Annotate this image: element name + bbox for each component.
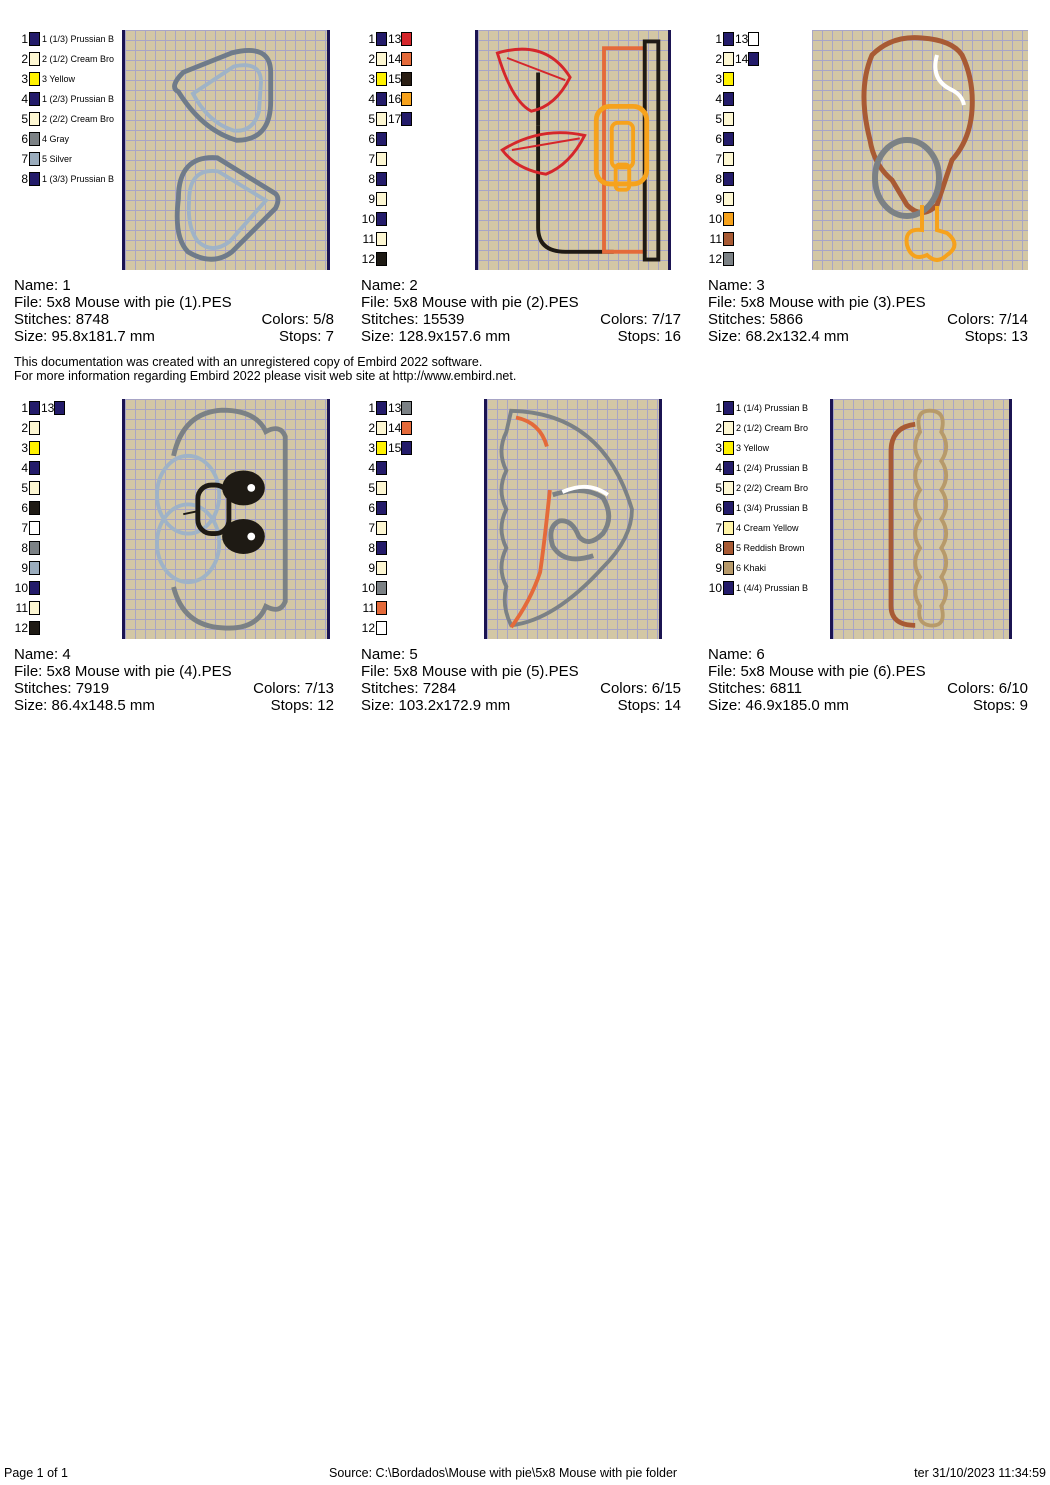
page-number: Page 1 of 1 (4, 1466, 68, 1480)
thread-swatch (723, 501, 734, 515)
thread-label: 1 (3/3) Prussian B (42, 174, 115, 184)
thread-swatch (29, 581, 40, 595)
thread-number: 12 (14, 621, 28, 635)
thread-label: 1 (1/4) Prussian B (736, 403, 809, 413)
thread-swatch (29, 521, 40, 535)
thread-swatch (748, 52, 759, 66)
thread-row (361, 560, 387, 576)
thread-swatch (376, 521, 387, 535)
thread-swatch (376, 172, 387, 186)
thread-swatch (29, 32, 40, 46)
thread-swatch (376, 52, 387, 66)
design-name: Name: 6 (708, 646, 765, 663)
design-artwork (812, 30, 1028, 270)
thread-row (14, 151, 72, 167)
thread-swatch (748, 32, 759, 46)
thread-number: 8 (21, 541, 28, 555)
thread-label: 1 (3/4) Prussian B (736, 503, 809, 513)
thread-number: 11 (362, 601, 375, 615)
thread-number: 15 (388, 441, 402, 455)
thread-swatch (29, 541, 40, 555)
thread-swatch (723, 192, 734, 206)
thread-number: 5 (368, 112, 375, 126)
thread-row (708, 500, 808, 516)
thread-number: 3 (715, 72, 722, 86)
thread-number: 3 (368, 441, 375, 455)
thread-row (14, 560, 40, 576)
thread-label: 1 (4/4) Prussian B (736, 583, 809, 593)
thread-row (14, 460, 40, 476)
thread-row (361, 111, 412, 127)
thread-swatch (376, 32, 387, 46)
thread-number: 13 (41, 401, 55, 415)
design-stitches: Stitches: 7284 (361, 680, 457, 697)
design-stops: Stops: 9 (972, 697, 1028, 714)
thread-number: 10 (361, 212, 375, 226)
thread-label: 6 Khaki (736, 563, 767, 573)
thread-swatch (29, 92, 40, 106)
thread-swatch (54, 401, 65, 415)
thread-row (361, 580, 387, 596)
thread-number: 3 (368, 72, 375, 86)
design-preview[interactable] (122, 399, 330, 639)
thread-row (361, 540, 387, 556)
thread-number: 14 (388, 52, 402, 66)
thread-label: 2 (1/2) Cream Bro (736, 423, 809, 433)
thread-swatch (723, 212, 734, 226)
thread-swatch (723, 401, 734, 415)
thread-swatch (376, 112, 387, 126)
thread-swatch (723, 232, 734, 246)
design-info (361, 277, 681, 345)
thread-row (361, 440, 412, 456)
thread-swatch (723, 461, 734, 475)
thread-row (708, 231, 734, 247)
design-preview[interactable] (812, 30, 1028, 270)
thread-label: 5 Silver (42, 154, 73, 164)
thread-swatch (29, 601, 40, 615)
thread-row (708, 540, 805, 556)
thread-swatch (376, 581, 387, 595)
thread-swatch (723, 421, 734, 435)
thread-number: 11 (362, 232, 375, 246)
design-stitches: Stitches: 15539 (361, 311, 465, 328)
thread-number: 8 (715, 541, 722, 555)
thread-number: 7 (368, 521, 375, 535)
thread-number: 7 (368, 152, 375, 166)
thread-swatch (376, 401, 387, 415)
design-stitches: Stitches: 5866 (708, 311, 804, 328)
thread-swatch (376, 132, 387, 146)
thread-number: 3 (715, 441, 722, 455)
thread-row (14, 440, 40, 456)
design-file: File: 5x8 Mouse with pie (2).PES (361, 294, 579, 311)
thread-swatch (723, 521, 734, 535)
thread-swatch (376, 72, 387, 86)
thread-number: 8 (368, 172, 375, 186)
thread-number: 10 (361, 581, 375, 595)
thread-row (361, 231, 387, 247)
thread-number: 9 (21, 561, 28, 575)
design-size: Size: 86.4x148.5 mm (14, 697, 155, 714)
thread-row (361, 51, 412, 67)
thread-row (14, 91, 114, 107)
design-file: File: 5x8 Mouse with pie (5).PES (361, 663, 579, 680)
thread-number: 5 (21, 481, 28, 495)
thread-swatch (376, 421, 387, 435)
thread-number: 1 (715, 32, 722, 46)
thread-swatch (29, 52, 40, 66)
thread-row (708, 251, 734, 267)
design-name: Name: 4 (14, 646, 71, 663)
thread-row (14, 420, 40, 436)
thread-swatch (723, 92, 734, 106)
thread-swatch (401, 401, 412, 415)
thread-number: 1 (368, 32, 375, 46)
thread-swatch (29, 481, 40, 495)
design-stops: Stops: 7 (278, 328, 334, 345)
thread-row (708, 171, 734, 187)
thread-number: 10 (708, 212, 722, 226)
thread-number: 7 (715, 152, 722, 166)
design-artwork (833, 399, 1009, 639)
thread-swatch (376, 192, 387, 206)
design-stitches: Stitches: 7919 (14, 680, 110, 697)
design-colors: Colors: 7/17 (600, 311, 681, 328)
thread-row (361, 620, 387, 636)
thread-row (361, 520, 387, 536)
thread-swatch (723, 132, 734, 146)
design-size: Size: 68.2x132.4 mm (708, 328, 849, 345)
thread-number: 5 (21, 112, 28, 126)
design-info (708, 277, 1028, 345)
thread-number: 13 (735, 32, 749, 46)
thread-row (14, 480, 40, 496)
thread-row (14, 31, 114, 47)
thread-swatch (723, 72, 734, 86)
thread-number: 12 (361, 252, 375, 266)
thread-label: 4 Cream Yellow (736, 523, 799, 533)
design-artwork (478, 30, 668, 270)
thread-swatch (376, 541, 387, 555)
thread-swatch (376, 252, 387, 266)
thread-number: 8 (715, 172, 722, 186)
thread-row (14, 620, 40, 636)
thread-number: 4 (715, 461, 722, 475)
thread-number: 6 (21, 132, 28, 146)
design-info (14, 646, 334, 714)
thread-swatch (723, 541, 734, 555)
thread-row (361, 400, 412, 416)
thread-row (14, 51, 114, 67)
design-stops: Stops: 13 (964, 328, 1028, 345)
design-info (708, 646, 1028, 714)
thread-swatch (401, 421, 412, 435)
design-colors: Colors: 5/8 (261, 311, 334, 328)
thread-row (361, 211, 387, 227)
thread-swatch (29, 441, 40, 455)
thread-swatch (376, 212, 387, 226)
thread-row (361, 151, 387, 167)
design-name: Name: 3 (708, 277, 765, 294)
thread-row (708, 211, 734, 227)
thread-swatch (376, 561, 387, 575)
thread-row (361, 31, 412, 47)
design-colors: Colors: 7/13 (253, 680, 334, 697)
thread-number: 17 (388, 112, 402, 126)
thread-number: 6 (715, 132, 722, 146)
thread-row (361, 600, 387, 616)
thread-number: 1 (21, 32, 28, 46)
thread-row (708, 460, 808, 476)
thread-swatch (376, 232, 387, 246)
thread-number: 13 (388, 401, 402, 415)
design-preview[interactable] (830, 399, 1012, 639)
thread-swatch (376, 441, 387, 455)
thread-row (14, 520, 40, 536)
thread-label: 1 (2/3) Prussian B (42, 94, 115, 104)
design-preview[interactable] (475, 30, 671, 270)
thread-swatch (29, 461, 40, 475)
thread-row (14, 540, 40, 556)
design-stitches: Stitches: 6811 (708, 680, 802, 697)
thread-number: 12 (361, 621, 375, 635)
thread-number: 3 (21, 441, 28, 455)
thread-swatch (29, 172, 40, 186)
design-info (14, 277, 334, 345)
design-info (361, 646, 681, 714)
thread-number: 15 (388, 72, 402, 86)
thread-row (361, 251, 387, 267)
thread-row (708, 51, 759, 67)
thread-number: 11 (15, 601, 28, 615)
thread-swatch (401, 52, 412, 66)
thread-swatch (723, 581, 734, 595)
thread-number: 2 (21, 421, 28, 435)
thread-swatch (723, 481, 734, 495)
thread-number: 6 (368, 132, 375, 146)
thread-number: 9 (715, 561, 722, 575)
thread-row (361, 71, 412, 87)
design-stops: Stops: 12 (270, 697, 334, 714)
thread-row (361, 500, 387, 516)
thread-number: 4 (368, 461, 375, 475)
thread-swatch (723, 152, 734, 166)
design-colors: Colors: 6/10 (947, 680, 1028, 697)
design-name: Name: 5 (361, 646, 418, 663)
thread-number: 4 (21, 461, 28, 475)
design-colors: Colors: 7/14 (947, 311, 1028, 328)
thread-swatch (723, 441, 734, 455)
thread-number: 7 (715, 521, 722, 535)
thread-row (14, 71, 75, 87)
thread-row (14, 400, 65, 416)
design-size: Size: 46.9x185.0 mm (708, 697, 849, 714)
thread-label: 2 (1/2) Cream Bro (42, 54, 115, 64)
thread-row (708, 520, 799, 536)
thread-swatch (29, 152, 40, 166)
thread-number: 6 (21, 501, 28, 515)
thread-swatch (723, 52, 734, 66)
thread-row (14, 600, 40, 616)
thread-label: 1 (2/4) Prussian B (736, 463, 809, 473)
thread-label: 1 (1/3) Prussian B (42, 34, 115, 44)
design-artwork (125, 30, 327, 270)
source-path: Source: C:\Bordados\Mouse with pie\5x8 Mouse with pie folder (329, 1466, 678, 1480)
thread-swatch (401, 32, 412, 46)
thread-number: 2 (21, 52, 28, 66)
thread-swatch (723, 112, 734, 126)
thread-row (14, 500, 40, 516)
thread-swatch (376, 601, 387, 615)
thread-number: 7 (21, 521, 28, 535)
thread-label: 3 Yellow (736, 443, 770, 453)
design-artwork (487, 399, 659, 639)
thread-swatch (401, 92, 412, 106)
thread-number: 9 (715, 192, 722, 206)
thread-number: 14 (735, 52, 749, 66)
thread-swatch (29, 112, 40, 126)
thread-swatch (29, 501, 40, 515)
thread-row (361, 460, 387, 476)
thread-swatch (376, 92, 387, 106)
thread-row (361, 171, 387, 187)
design-file: File: 5x8 Mouse with pie (6).PES (708, 663, 926, 680)
thread-row (708, 111, 734, 127)
thread-row (708, 560, 766, 576)
thread-number: 2 (715, 421, 722, 435)
thread-swatch (29, 621, 40, 635)
thread-row (361, 131, 387, 147)
thread-row (708, 91, 734, 107)
thread-number: 11 (709, 232, 722, 246)
design-preview[interactable] (484, 399, 662, 639)
unregistered-notice (14, 355, 516, 383)
thread-row (708, 131, 734, 147)
thread-row (708, 580, 808, 596)
design-preview[interactable] (122, 30, 330, 270)
thread-number: 4 (21, 92, 28, 106)
design-file: File: 5x8 Mouse with pie (1).PES (14, 294, 232, 311)
thread-number: 2 (368, 421, 375, 435)
thread-swatch (29, 72, 40, 86)
design-file: File: 5x8 Mouse with pie (3).PES (708, 294, 926, 311)
thread-swatch (723, 32, 734, 46)
thread-label: 2 (2/2) Cream Bro (736, 483, 809, 493)
thread-swatch (376, 501, 387, 515)
thread-row (708, 440, 769, 456)
thread-number: 5 (715, 112, 722, 126)
thread-row (361, 91, 412, 107)
thread-row (14, 171, 114, 187)
notice-line-1: This documentation was created with an unregistered copy of Embird 2022 software. (14, 355, 483, 369)
thread-swatch (401, 72, 412, 86)
design-file: File: 5x8 Mouse with pie (4).PES (14, 663, 232, 680)
thread-number: 8 (21, 172, 28, 186)
thread-number: 6 (715, 501, 722, 515)
thread-row (708, 71, 734, 87)
design-name: Name: 2 (361, 277, 418, 294)
thread-label: 3 Yellow (42, 74, 76, 84)
thread-row (14, 111, 114, 127)
thread-swatch (376, 152, 387, 166)
thread-swatch (723, 252, 734, 266)
design-size: Size: 103.2x172.9 mm (361, 697, 511, 714)
thread-row (708, 151, 734, 167)
thread-number: 5 (715, 481, 722, 495)
thread-number: 2 (368, 52, 375, 66)
thread-number: 1 (368, 401, 375, 415)
thread-number: 1 (715, 401, 722, 415)
thread-row (708, 31, 759, 47)
thread-row (361, 480, 387, 496)
thread-number: 7 (21, 152, 28, 166)
thread-row (361, 191, 387, 207)
thread-label: 2 (2/2) Cream Bro (42, 114, 115, 124)
thread-number: 8 (368, 541, 375, 555)
thread-number: 16 (388, 92, 402, 106)
thread-number: 9 (368, 561, 375, 575)
design-colors: Colors: 6/15 (600, 680, 681, 697)
thread-row (708, 420, 808, 436)
thread-swatch (376, 621, 387, 635)
thread-number: 14 (388, 421, 402, 435)
thread-number: 10 (708, 581, 722, 595)
design-stitches: Stitches: 8748 (14, 311, 110, 328)
design-artwork (125, 399, 327, 639)
print-datetime: ter 31/10/2023 11:34:59 (914, 1466, 1046, 1480)
thread-label: 4 Gray (42, 134, 70, 144)
thread-row (708, 480, 808, 496)
thread-number: 9 (368, 192, 375, 206)
thread-number: 3 (21, 72, 28, 86)
thread-swatch (376, 481, 387, 495)
thread-row (708, 191, 734, 207)
thread-swatch (401, 112, 412, 126)
thread-swatch (723, 172, 734, 186)
thread-number: 4 (715, 92, 722, 106)
thread-number: 4 (368, 92, 375, 106)
design-size: Size: 95.8x181.7 mm (14, 328, 155, 345)
thread-row (14, 580, 40, 596)
thread-label: 5 Reddish Brown (736, 543, 805, 553)
thread-row (361, 420, 412, 436)
thread-swatch (401, 441, 412, 455)
thread-swatch (29, 132, 40, 146)
thread-swatch (376, 461, 387, 475)
notice-line-2: For more information regarding Embird 2022 please visit web site at http://www.embird.net. (14, 369, 517, 383)
thread-number: 12 (708, 252, 722, 266)
design-stops: Stops: 14 (617, 697, 681, 714)
thread-number: 6 (368, 501, 375, 515)
design-name: Name: 1 (14, 277, 71, 294)
thread-row (708, 400, 808, 416)
thread-number: 2 (715, 52, 722, 66)
thread-swatch (723, 561, 734, 575)
thread-number: 1 (21, 401, 28, 415)
thread-row (14, 131, 69, 147)
thread-swatch (29, 421, 40, 435)
design-stops: Stops: 16 (617, 328, 681, 345)
thread-number: 5 (368, 481, 375, 495)
thread-swatch (29, 561, 40, 575)
thread-swatch (29, 401, 40, 415)
thread-number: 13 (388, 32, 402, 46)
thread-number: 10 (14, 581, 28, 595)
design-size: Size: 128.9x157.6 mm (361, 328, 511, 345)
